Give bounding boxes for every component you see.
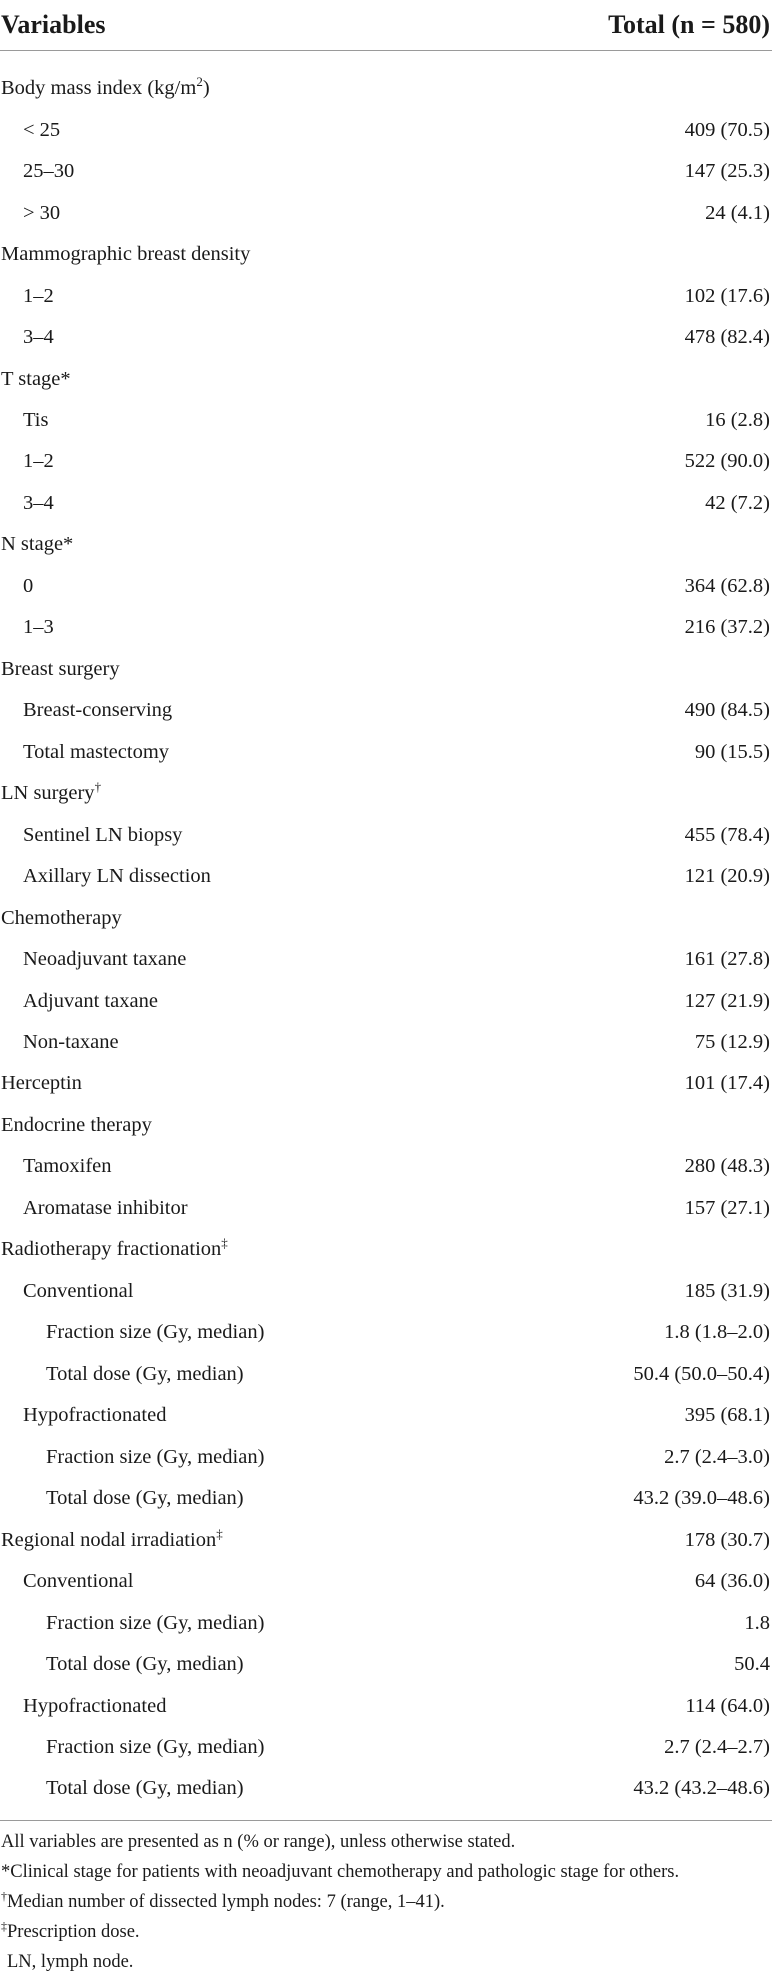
table-row xyxy=(0,441,772,482)
row-label: 3–4 xyxy=(23,326,54,349)
row-value: 101 (17.4) xyxy=(684,1072,770,1095)
footnote: †Median number of dissected lymph nodes: 7 (range, 1–41). xyxy=(1,1888,445,1912)
table-row xyxy=(0,1229,772,1270)
table-row xyxy=(0,897,772,938)
row-label: Fraction size (Gy, median) xyxy=(46,1445,265,1468)
row-label: 25–30 xyxy=(23,160,75,183)
row-label: Hypofractionated xyxy=(23,1694,167,1717)
row-label-sup: ‡ xyxy=(216,1525,223,1541)
row-value: 43.2 (43.2–48.6) xyxy=(633,1777,770,1800)
table-row xyxy=(0,814,772,855)
row-label: < 25 xyxy=(23,118,61,141)
row-label: Conventional xyxy=(23,1279,134,1302)
table-row xyxy=(0,1271,772,1312)
table-row xyxy=(0,1022,772,1063)
row-label: Neoadjuvant taxane xyxy=(23,948,187,971)
row-label: Mammographic breast density xyxy=(1,243,251,266)
footnote: ‡Prescription dose. xyxy=(1,1918,140,1942)
row-value: 157 (27.1) xyxy=(684,1196,770,1219)
table-row xyxy=(0,1105,772,1146)
table-row xyxy=(0,1685,772,1726)
row-label: T stage* xyxy=(1,367,71,390)
row-value: 409 (70.5) xyxy=(684,118,770,141)
row-value: 455 (78.4) xyxy=(684,823,770,846)
table-row xyxy=(0,151,772,192)
row-value: 50.4 xyxy=(734,1653,770,1676)
header-total: Total (n = 580) xyxy=(608,10,770,39)
row-value: 114 (64.0) xyxy=(685,1694,770,1717)
row-label: Breast-conserving xyxy=(23,699,173,722)
row-value: 16 (2.8) xyxy=(705,408,770,431)
row-label: Breast surgery xyxy=(1,657,120,680)
row-label: Total mastectomy xyxy=(23,740,170,763)
table-row xyxy=(0,649,772,690)
row-label: Adjuvant taxane xyxy=(23,989,158,1012)
row-label: Fraction size (Gy, median) xyxy=(46,1611,265,1634)
table-row xyxy=(0,275,772,316)
row-value: 185 (31.9) xyxy=(684,1279,770,1302)
header-variables: Variables xyxy=(1,10,106,39)
table-row xyxy=(0,483,772,524)
row-label: > 30 xyxy=(23,201,61,224)
row-value: 43.2 (39.0–48.6) xyxy=(633,1487,770,1510)
row-value: 395 (68.1) xyxy=(684,1404,770,1427)
row-value: 24 (4.1) xyxy=(705,201,770,224)
table-row xyxy=(0,524,772,565)
table-row xyxy=(0,1188,772,1229)
row-value: 90 (15.5) xyxy=(694,740,770,763)
row-label: Sentinel LN biopsy xyxy=(23,823,183,846)
row-value: 522 (90.0) xyxy=(684,450,770,473)
table-row xyxy=(0,109,772,150)
row-value: 490 (84.5) xyxy=(684,699,770,722)
row-label-sup: † xyxy=(94,779,102,795)
table-row xyxy=(0,1146,772,1187)
table-row xyxy=(0,1561,772,1602)
row-label: 3–4 xyxy=(23,491,54,514)
table-row xyxy=(0,400,772,441)
table-row xyxy=(0,607,772,648)
table-row xyxy=(0,358,772,399)
row-label: Tis xyxy=(23,408,49,431)
row-label: Axillary LN dissection xyxy=(23,865,211,888)
row-value: 2.7 (2.4–3.0) xyxy=(664,1445,770,1468)
row-value: 478 (82.4) xyxy=(684,326,770,349)
table-row xyxy=(0,732,772,773)
table-row xyxy=(0,1312,772,1353)
row-label: Total dose (Gy, median) xyxy=(46,1362,244,1385)
table-row xyxy=(0,1063,772,1104)
row-value: 280 (48.3) xyxy=(684,1155,770,1178)
table-row xyxy=(0,1602,772,1643)
table-row xyxy=(0,1768,772,1809)
row-label: 1–3 xyxy=(23,616,54,639)
table-row xyxy=(0,1436,772,1477)
table-row xyxy=(0,192,772,233)
row-value: 1.8 xyxy=(744,1611,770,1634)
row-label: Non-taxane xyxy=(23,1031,119,1054)
table-row xyxy=(0,1644,772,1685)
footnote: All variables are presented as n (% or range), unless otherwise stated. xyxy=(1,1831,516,1852)
row-label: Chemotherapy xyxy=(1,906,122,929)
table-row xyxy=(0,856,772,897)
table-row xyxy=(0,980,772,1021)
row-label: 0 xyxy=(23,574,34,597)
table-body xyxy=(0,51,772,1810)
row-value: 147 (25.3) xyxy=(684,160,770,183)
row-label: Aromatase inhibitor xyxy=(23,1196,188,1219)
table-row xyxy=(0,566,772,607)
row-value: 75 (12.9) xyxy=(694,1031,770,1054)
row-label-sup: 2 xyxy=(196,74,203,90)
row-label: 1–2 xyxy=(23,284,54,307)
table-row xyxy=(0,939,772,980)
row-label: Fraction size (Gy, median) xyxy=(46,1321,265,1344)
row-value: 2.7 (2.4–2.7) xyxy=(664,1735,770,1758)
table-row xyxy=(0,234,772,275)
row-value: 121 (20.9) xyxy=(684,865,770,888)
row-label: Herceptin xyxy=(1,1072,82,1095)
table-header xyxy=(0,0,772,51)
row-value: 42 (7.2) xyxy=(705,491,770,514)
row-label: Conventional xyxy=(23,1570,134,1593)
row-label: Fraction size (Gy, median) xyxy=(46,1735,265,1758)
row-label: Radiotherapy fractionation‡ xyxy=(1,1235,228,1261)
row-label: Hypofractionated xyxy=(23,1404,167,1427)
row-label: Tamoxifen xyxy=(23,1155,112,1178)
table-row xyxy=(0,68,772,109)
row-label: Total dose (Gy, median) xyxy=(46,1777,244,1800)
row-value: 127 (21.9) xyxy=(684,989,770,1012)
row-value: 178 (30.7) xyxy=(684,1528,770,1551)
table-footnotes xyxy=(0,1821,772,1977)
footnote: *Clinical stage for patients with neoadjuvant chemotherapy and pathologic stage for others. xyxy=(1,1861,680,1882)
row-value: 161 (27.8) xyxy=(684,948,770,971)
row-label: Regional nodal irradiation‡ xyxy=(1,1525,223,1551)
row-value: 64 (36.0) xyxy=(694,1570,770,1593)
footnote: LN, lymph node. xyxy=(7,1951,134,1972)
table-row xyxy=(0,690,772,731)
table-row xyxy=(0,1478,772,1519)
row-value: 216 (37.2) xyxy=(684,616,770,639)
table-row xyxy=(0,773,772,814)
row-label: Total dose (Gy, median) xyxy=(46,1653,244,1676)
row-value: 364 (62.8) xyxy=(684,574,770,597)
row-value: 102 (17.6) xyxy=(684,284,770,307)
row-value: 50.4 (50.0–50.4) xyxy=(633,1362,770,1385)
table-row xyxy=(0,1395,772,1436)
table-row xyxy=(0,1727,772,1768)
row-label: LN surgery† xyxy=(1,779,102,805)
table-row xyxy=(0,317,772,358)
row-label-sup: ‡ xyxy=(221,1235,228,1251)
row-value: 1.8 (1.8–2.0) xyxy=(664,1321,770,1344)
row-label: Body mass index $(kg/m^2)$ xyxy=(1,74,210,100)
row-label: Endocrine therapy xyxy=(1,1113,152,1136)
row-label: N stage* xyxy=(1,533,74,556)
row-label: Total dose (Gy, median) xyxy=(46,1487,244,1510)
table-row xyxy=(0,1519,772,1560)
row-label: 1–2 xyxy=(23,450,54,473)
table-row xyxy=(0,1354,772,1395)
